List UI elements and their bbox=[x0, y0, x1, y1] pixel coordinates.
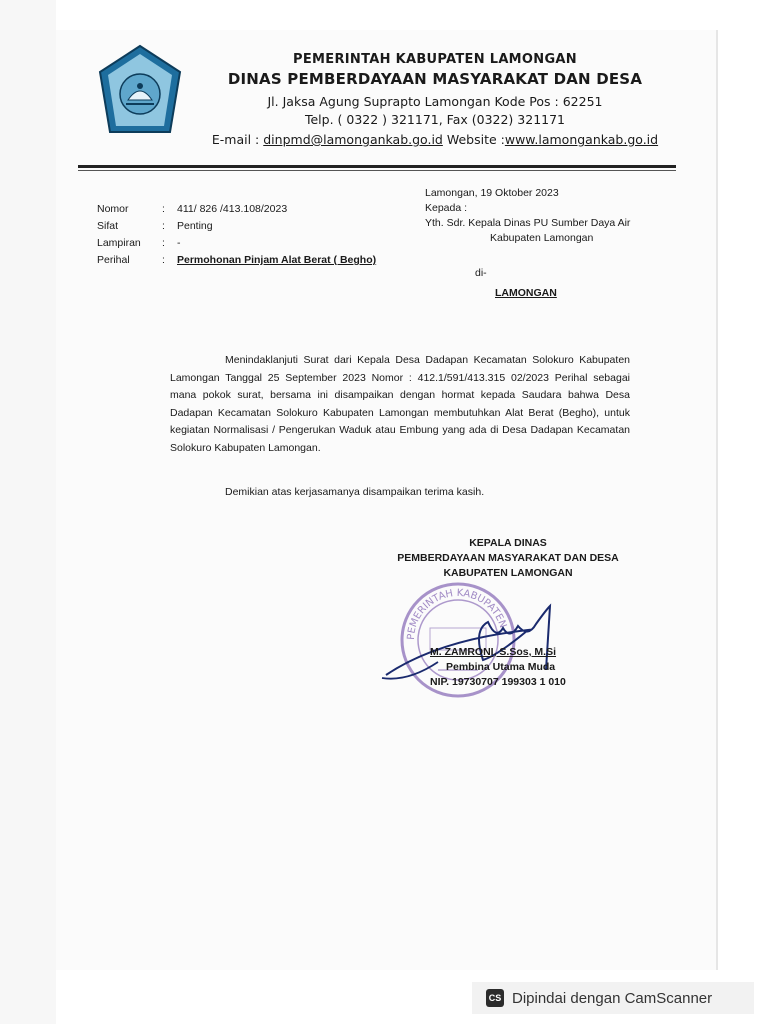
place-date: Lamongan, 19 Oktober 2023 bbox=[425, 187, 559, 199]
kepada-label: Kepada : bbox=[425, 202, 468, 214]
signer-nip: NIP. 19730707 199303 1 010 bbox=[430, 676, 566, 688]
signer-block bbox=[430, 645, 566, 690]
recipient-name: Yth. Sdr. Kepala Dinas PU Sumber Daya Air bbox=[425, 217, 631, 229]
website-link[interactable]: www.lamongankab.go.id bbox=[504, 132, 659, 147]
lampiran-label: Lampiran bbox=[97, 237, 141, 249]
email-label: E-mail : bbox=[211, 132, 264, 147]
letterhead-contact bbox=[200, 132, 670, 147]
destination-city: LAMONGAN bbox=[495, 287, 557, 299]
recipient-city: Kabupaten Lamongan bbox=[490, 232, 594, 244]
closing-sentence: Demikian atas kerjasamanya disampaikan terima kasih. bbox=[225, 486, 485, 498]
letter-page bbox=[56, 30, 718, 970]
stamp-text: PEMERINTAH KABUPATEN bbox=[405, 587, 509, 641]
letterhead-phone: Telp. ( 0322 ) 321171, Fax (0322) 321171 bbox=[304, 112, 566, 127]
nomor-value: 411/ 826 /413.108/2023 bbox=[177, 203, 288, 215]
body-paragraph: Menindaklanjuti Surat dari Kepala Desa Dadapan Kecamatan Solokuro Kabupaten Lamongan Tanggal 25 September 2023 Nomor : 412.1/591/413.315 02/2023 Perihal sebagai mana pokok surat, bersama ini disampaikan dengan hormat kepada Saudara bahwa Desa Dadapan Kecamatan Solokuro Kabupaten Lamongan membutuhkan Alat Berat (Begho), untuk kegiatan Normalisasi / Pengerukan Waduk atau Embung yang ada di Desa Dadapan Kecamatan Solokuro Kabupaten Lamongan. bbox=[170, 354, 630, 454]
letterhead-government: PEMERINTAH KABUPATEN LAMONGAN bbox=[293, 52, 577, 67]
signature-title bbox=[388, 536, 628, 581]
website-label: Website : bbox=[442, 132, 505, 147]
letterhead-divider bbox=[78, 165, 676, 168]
signature-title-2: PEMBERDAYAAN MASYARAKAT DAN DESA bbox=[397, 552, 619, 564]
letter-meta bbox=[97, 201, 376, 269]
perihal-label: Perihal bbox=[97, 254, 130, 266]
signer-name: M. ZAMRONI, S.Sos, M.Si bbox=[430, 646, 557, 658]
letterhead-address: Jl. Jaksa Agung Suprapto Lamongan Kode Pos : 62251 bbox=[267, 94, 603, 109]
letterhead-divider-thin bbox=[78, 170, 676, 171]
lampiran-value: - bbox=[177, 237, 181, 249]
camscanner-label: Dipindai dengan CamScanner bbox=[512, 989, 713, 1007]
camscanner-watermark bbox=[472, 982, 754, 1014]
meta-colon: : bbox=[162, 254, 165, 266]
signer-rank: Pembina Utama Muda bbox=[446, 661, 556, 673]
meta-colon: : bbox=[162, 220, 165, 232]
sifat-value: Penting bbox=[177, 220, 213, 232]
meta-colon: : bbox=[162, 237, 165, 249]
letterhead bbox=[200, 52, 670, 147]
camscanner-logo-icon: CS bbox=[486, 989, 504, 1007]
scan-margin bbox=[0, 0, 56, 1024]
letter-body bbox=[170, 352, 630, 457]
signature-title-1: KEPALA DINAS bbox=[469, 537, 547, 549]
di-label: di- bbox=[475, 267, 487, 279]
sifat-label: Sifat bbox=[97, 220, 119, 232]
perihal-value: Permohonan Pinjam Alat Berat ( Begho) bbox=[177, 254, 377, 266]
email-link[interactable]: dinpmd@lamongankab.go.id bbox=[263, 132, 443, 147]
recipient-block bbox=[425, 186, 631, 299]
nomor-label: Nomor bbox=[97, 203, 129, 215]
signature-title-3: KABUPATEN LAMONGAN bbox=[443, 567, 573, 579]
regency-emblem-icon bbox=[96, 42, 184, 140]
letterhead-agency: DINAS PEMBERDAYAAN MASYARAKAT DAN DESA bbox=[227, 70, 643, 88]
meta-colon: : bbox=[162, 203, 165, 215]
